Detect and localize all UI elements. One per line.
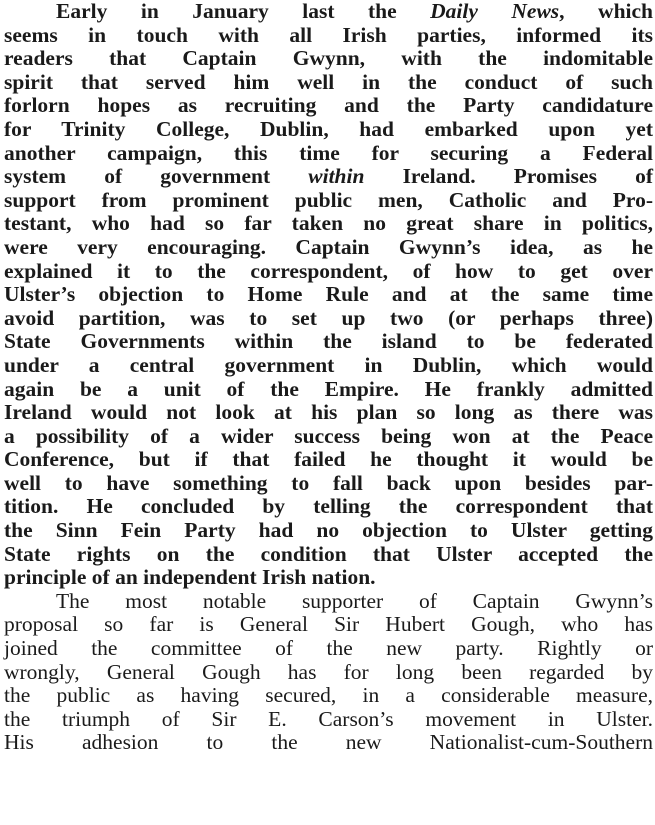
text-line [4,637,653,661]
text-line [4,260,653,284]
text-segment: avoid partition, was to set up two (or perhaps three) [4,305,653,330]
text-segment: a possibility of a wider success being won at the Peace [4,423,653,448]
text-line [4,472,653,496]
text-segment: Ireland would not look at his plan so long as there was [4,400,653,425]
text-line [4,661,653,685]
italic-text-segment: within [308,164,365,189]
text-segment: again be a unit of the Empire. He frankly admitted [4,376,653,401]
text-line [4,354,653,378]
text-line [4,71,653,95]
text-line [4,307,653,331]
text-line [4,0,653,24]
text-segment: Ulster’s objection to Home Rule and at the same time [4,282,653,307]
italic-text-segment: Daily News [430,0,560,23]
text-line [4,401,653,425]
text-line [4,566,653,590]
text-line [4,495,653,519]
text-segment: His adhesion to the new Nationalist-cum-Southern [4,730,653,755]
text-line [4,47,653,71]
text-line [4,142,653,166]
text-line [4,236,653,260]
text-line [4,330,653,354]
text-segment: forlorn hopes as recruiting and the Party candidature [4,93,653,118]
paragraph-2 [4,590,653,755]
text-segment: system of government [4,164,309,189]
text-segment: the Sinn Fein Party had no objection to Ulster getting [4,518,653,543]
text-line [4,165,653,189]
text-segment: , which [559,0,653,23]
text-segment: for Trinity College, Dublin, had embarked upon yet [4,116,653,141]
text-segment: seems in touch with all Irish parties, informed its [4,22,653,47]
text-line [4,189,653,213]
text-line [4,708,653,732]
text-line [4,283,653,307]
text-line [4,731,653,755]
text-line [4,425,653,449]
text-segment: under a central government in Dublin, which would [4,352,653,377]
text-line [4,590,653,614]
text-segment: State rights on the condition that Ulster accepted the [4,541,653,566]
paragraph-1 [4,0,653,590]
text-line [4,378,653,402]
text-segment: proposal so far is General Sir Hubert Gough, who has [4,612,653,637]
text-segment: another campaign, this time for securing a Federal [4,140,653,165]
text-segment: State Governments within the island to be federated [4,329,653,354]
text-segment: were very encouraging. Captain Gwynn’s idea, as he [4,234,653,259]
text-segment: spirit that served him well in the conduct of such [4,69,653,94]
text-segment: joined the committee of the new party. Rightly or [4,636,653,661]
text-segment: wrongly, General Gough has for long been regarded by [4,659,653,684]
text-line [4,94,653,118]
document-page [4,0,653,755]
text-line [4,613,653,637]
text-segment: The most notable supporter of Captain Gwynn’s [56,588,653,613]
text-segment: the public as having secured, in a considerable measure, [4,683,653,708]
text-line [4,24,653,48]
text-line [4,212,653,236]
text-segment: Ireland. Promises of [364,164,653,189]
text-segment: Early in January last the [56,0,431,23]
text-segment: well to have something to fall back upon besides par- [4,470,653,495]
text-segment: testant, who had so far taken no great share in politics, [4,211,653,236]
text-segment: principle of an independent Irish nation. [4,565,376,590]
text-line [4,543,653,567]
text-line [4,448,653,472]
text-line [4,118,653,142]
text-segment: readers that Captain Gwynn, with the indomitable [4,46,653,71]
text-segment: explained it to the correspondent, of how to get over [4,258,653,283]
text-segment: support from prominent public men, Catholic and Pro- [4,187,653,212]
text-segment: Conference, but if that failed he thought it would be [4,447,653,472]
text-segment: tition. He concluded by telling the correspondent that [4,494,653,519]
text-segment: the triumph of Sir E. Carson’s movement in Ulster. [4,706,653,731]
text-line [4,519,653,543]
text-line [4,684,653,708]
